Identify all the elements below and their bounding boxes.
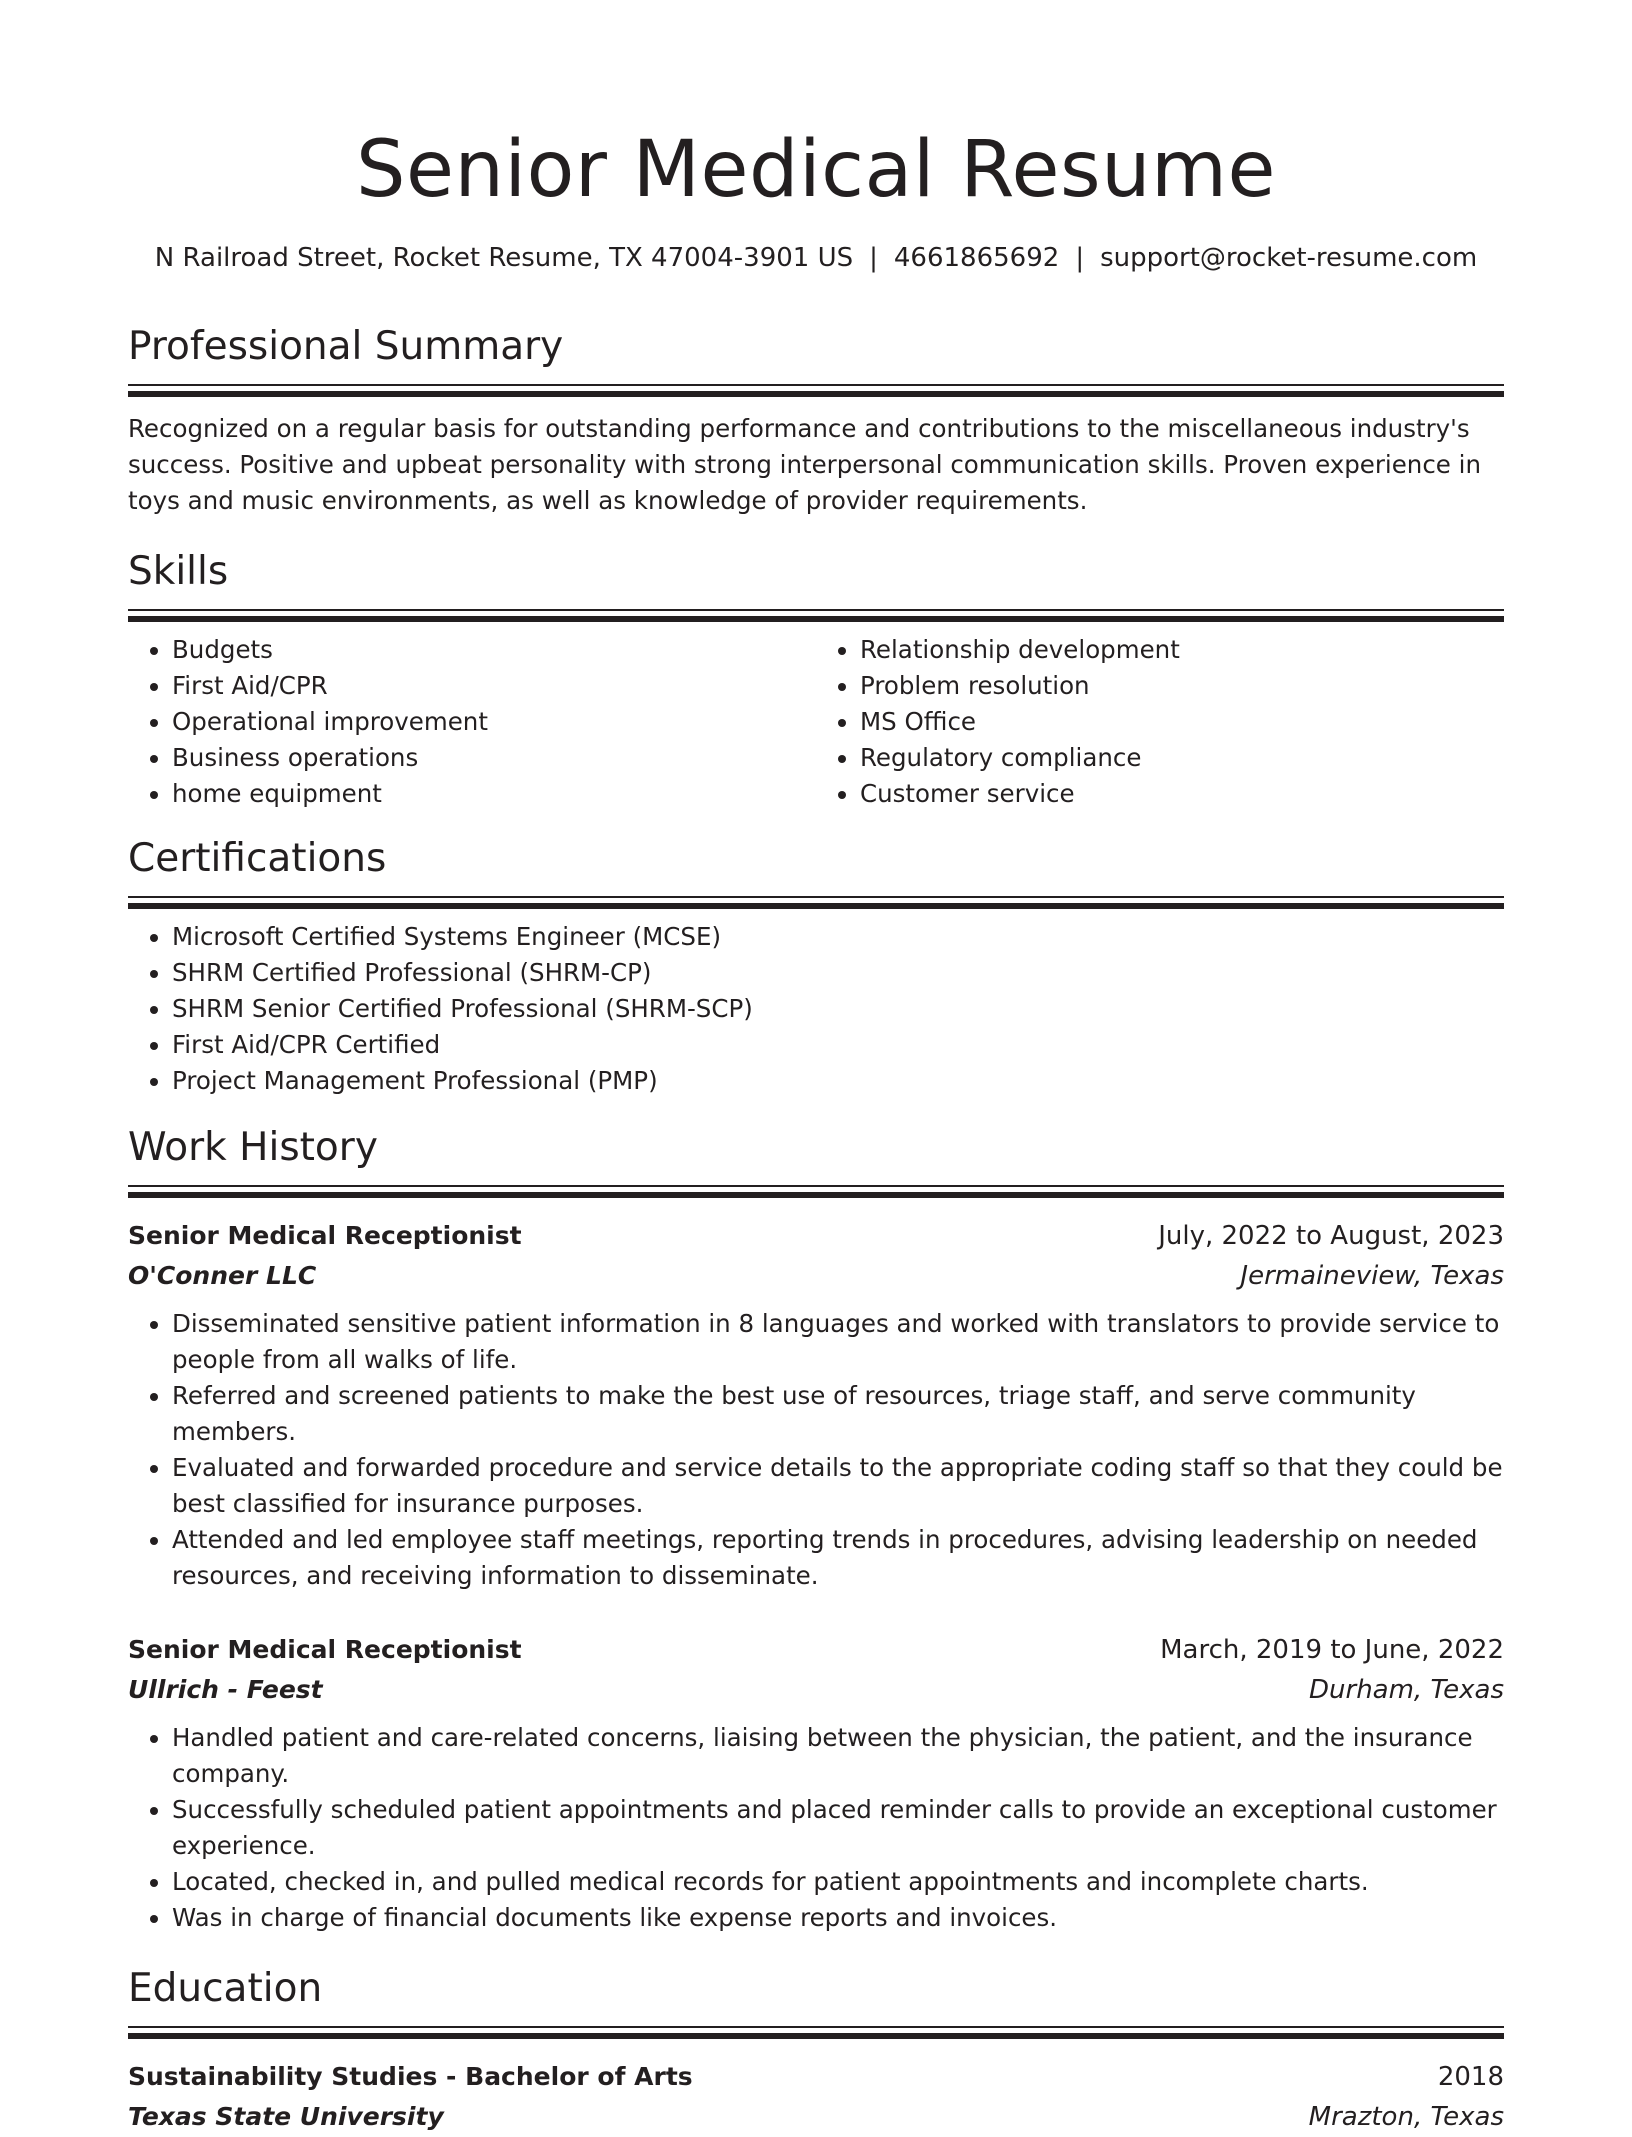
skill-item: • Relationship development <box>860 632 1504 668</box>
work-history-section <box>128 1123 1504 1936</box>
education-location: Mrazton, Texas <box>1308 2102 1504 2132</box>
job-entry <box>128 1630 1504 1936</box>
certification-item: • First Aid/CPR Certified <box>172 1027 1504 1063</box>
job-company-row <box>128 1256 1504 1296</box>
job-bullet: • Disseminated sensitive patient information in 8 languages and worked with translators to provide service to people from all walks of life. <box>172 1306 1504 1378</box>
certification-item: • SHRM Certified Professional (SHRM-CP) <box>172 955 1504 991</box>
job-bullets <box>128 1306 1504 1594</box>
job-title: Senior Medical Receptionist <box>128 1221 522 1250</box>
section-divider <box>128 1185 1504 1198</box>
job-company-row <box>128 1670 1504 1710</box>
skills-list-right <box>816 632 1504 812</box>
skill-item: • home equipment <box>172 776 816 812</box>
education-school: Texas State University <box>128 2102 444 2131</box>
skill-item: • Customer service <box>860 776 1504 812</box>
section-divider <box>128 384 1504 397</box>
section-divider <box>128 609 1504 622</box>
skills-section <box>128 547 1504 812</box>
contact-phone: 4661865692 <box>893 243 1060 273</box>
education-header-row <box>128 2057 1504 2097</box>
job-entry <box>128 1216 1504 1594</box>
job-bullet: • Successfully scheduled patient appointments and placed reminder calls to provide an exceptional customer experience. <box>172 1792 1504 1864</box>
contact-address: N Railroad Street, Rocket Resume, TX 47004-3901 US <box>154 243 854 273</box>
contact-separator: | <box>1075 243 1085 273</box>
job-company: Ullrich - Feest <box>128 1675 323 1704</box>
job-dates: July, 2022 to August, 2023 <box>1158 1221 1504 1251</box>
job-header-row <box>128 1216 1504 1256</box>
education-entry <box>128 2057 1504 2137</box>
skill-item: • MS Office <box>860 704 1504 740</box>
job-bullet: • Was in charge of financial documents like expense reports and invoices. <box>172 1900 1504 1936</box>
skill-item: • Problem resolution <box>860 668 1504 704</box>
section-title-skills: Skills <box>128 549 229 594</box>
section-title-work-history: Work History <box>128 1125 378 1170</box>
education-year: 2018 <box>1437 2062 1504 2092</box>
section-title-education: Education <box>128 1966 323 2011</box>
skill-item: • First Aid/CPR <box>172 668 816 704</box>
certifications-section <box>128 834 1504 1099</box>
certification-item: • Microsoft Certified Systems Engineer (MCSE) <box>172 919 1504 955</box>
section-divider <box>128 2026 1504 2039</box>
job-bullets <box>128 1720 1504 1936</box>
summary-text: Recognized on a regular basis for outstanding performance and contributions to the miscellaneous industry's success. Positive and upbeat personality with strong interpersonal communication skills. Proven experience in toys and music environments, as well as knowledge of provider requirements. <box>128 414 1481 515</box>
skill-item: • Operational improvement <box>172 704 816 740</box>
certification-item: • SHRM Senior Certified Professional (SHRM-SCP) <box>172 991 1504 1027</box>
skill-item: • Business operations <box>172 740 816 776</box>
job-bullet: • Located, checked in, and pulled medical records for patient appointments and incomplete charts. <box>172 1864 1504 1900</box>
education-school-row <box>128 2097 1504 2137</box>
job-title: Senior Medical Receptionist <box>128 1635 522 1664</box>
contact-email: support@rocket-resume.com <box>1100 243 1478 273</box>
education-degree: Sustainability Studies - Bachelor of Arts <box>128 2062 693 2091</box>
job-bullet: • Referred and screened patients to make the best use of resources, triage staff, and serve community members. <box>172 1378 1504 1450</box>
job-bullet: • Handled patient and care-related concerns, liaising between the physician, the patient, and the insurance company. <box>172 1720 1504 1792</box>
section-title-certifications: Certifications <box>128 836 387 881</box>
job-bullet: • Evaluated and forwarded procedure and service details to the appropriate coding staff so that they could be best classified for insurance purposes. <box>172 1450 1504 1522</box>
skill-item: • Budgets <box>172 632 816 668</box>
skill-item: • Regulatory compliance <box>860 740 1504 776</box>
certifications-list <box>128 919 1504 1099</box>
job-company: O'Conner LLC <box>128 1261 317 1290</box>
summary-section <box>128 322 1504 519</box>
section-title-summary: Professional Summary <box>128 324 564 369</box>
contact-separator: | <box>869 243 878 273</box>
job-dates: March, 2019 to June, 2022 <box>1160 1635 1504 1665</box>
education-section <box>128 1964 1504 2137</box>
certification-item: • Project Management Professional (PMP) <box>172 1063 1504 1099</box>
job-bullet: • Attended and led employee staff meetings, reporting trends in procedures, advising leadership on needed resources, and receiving information to disseminate. <box>172 1522 1504 1594</box>
job-header-row <box>128 1630 1504 1670</box>
resume-name: Senior Medical Resume <box>355 125 1277 215</box>
section-divider <box>128 896 1504 909</box>
skills-columns <box>128 632 1504 812</box>
job-location: Durham, Texas <box>1309 1675 1504 1705</box>
job-location: Jermaineview, Texas <box>1240 1261 1504 1291</box>
contact-line <box>128 240 1504 276</box>
skills-list-left <box>128 632 816 812</box>
